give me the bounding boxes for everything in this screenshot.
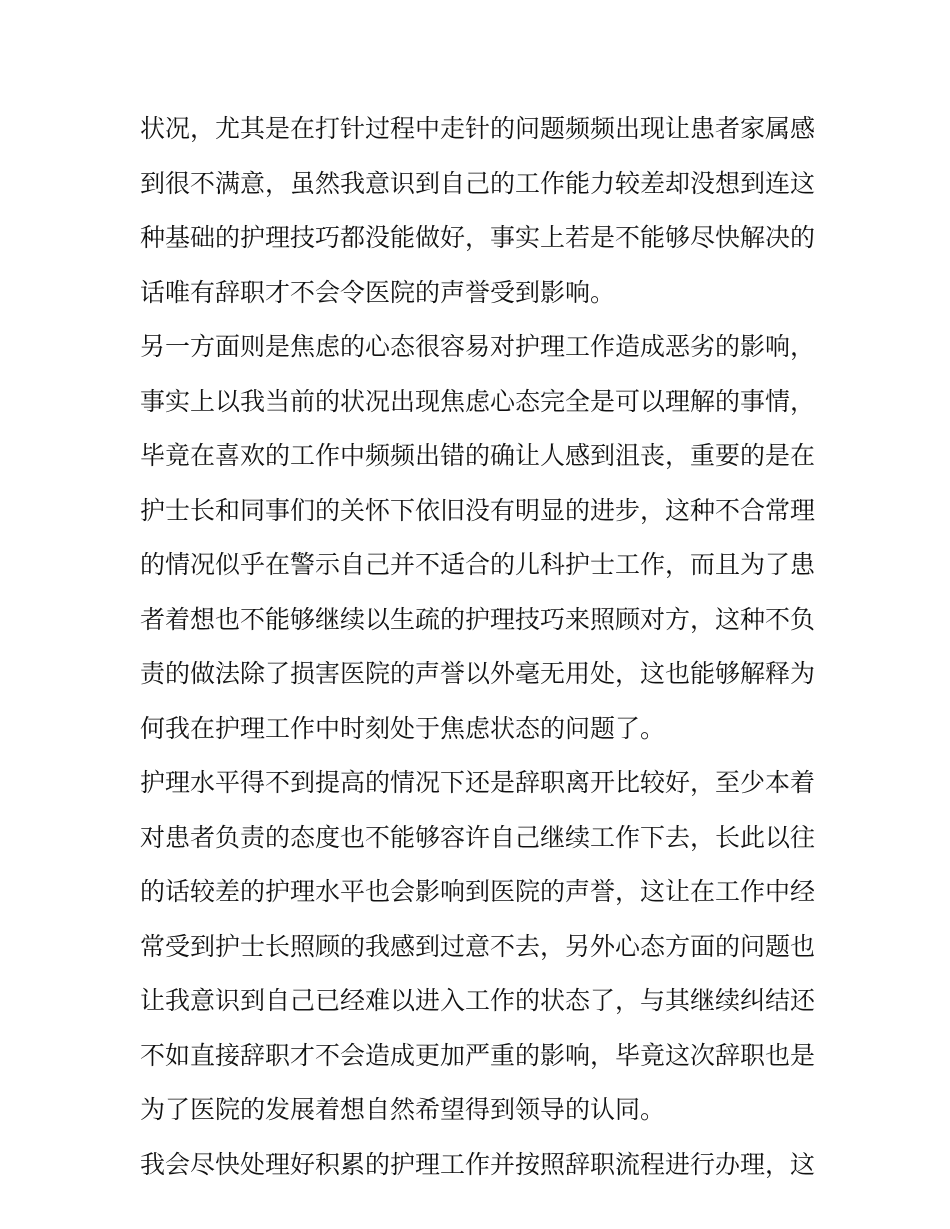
paragraph-1: 状况，尤其是在打针过程中走针的问题频频出现让患者家属感到很不满意，虽然我意识到自己的工作能力较差却没想到连这种基础的护理技巧都没能做好，事实上若是不能够尽快解决的话唯有辞职才不会令医院的声誉受到影响。 [140, 114, 816, 307]
document-body [140, 102, 815, 1192]
paragraph-3: 护理水平得不到提高的情况下还是辞职离开比较好，至少本着对患者负责的态度也不能够容许自己继续工作下去，长此以往的话较差的护理水平也会影响到医院的声誉，这让在工作中经常受到护士长照顾的我感到过意不去，另外心态方面的问题也让我意识到自己已经难以进入工作的状态了，与其继续纠结还不如直接辞职才不会造成更加严重的影响，毕竟这次辞职也是为了医院的发展着想自然希望得到领导的认同。 [140, 768, 816, 1124]
paragraph-2: 另一方面则是焦虑的心态很容易对护理工作造成恶劣的影响，事实上以我当前的状况出现焦虑心态完全是可以理解的事情，毕竟在喜欢的工作中频频出错的确让人感到沮丧，重要的是在护士长和同事们的关怀下依旧没有明显的进步，这种不合常理的情况似乎在警示自己并不适合的儿科护士工作，而且为了患者着想也不能够继续以生疏的护理技巧来照顾对方，这种不负责的做法除了损害医院的声誉以外毫无用处，这也能够解释为何我在护理工作中时刻处于焦虑状态的问题了。 [140, 332, 816, 743]
paragraph-4: 我会尽快处理好积累的护理工作并按照辞职流程进行办理，这 [140, 1149, 816, 1179]
